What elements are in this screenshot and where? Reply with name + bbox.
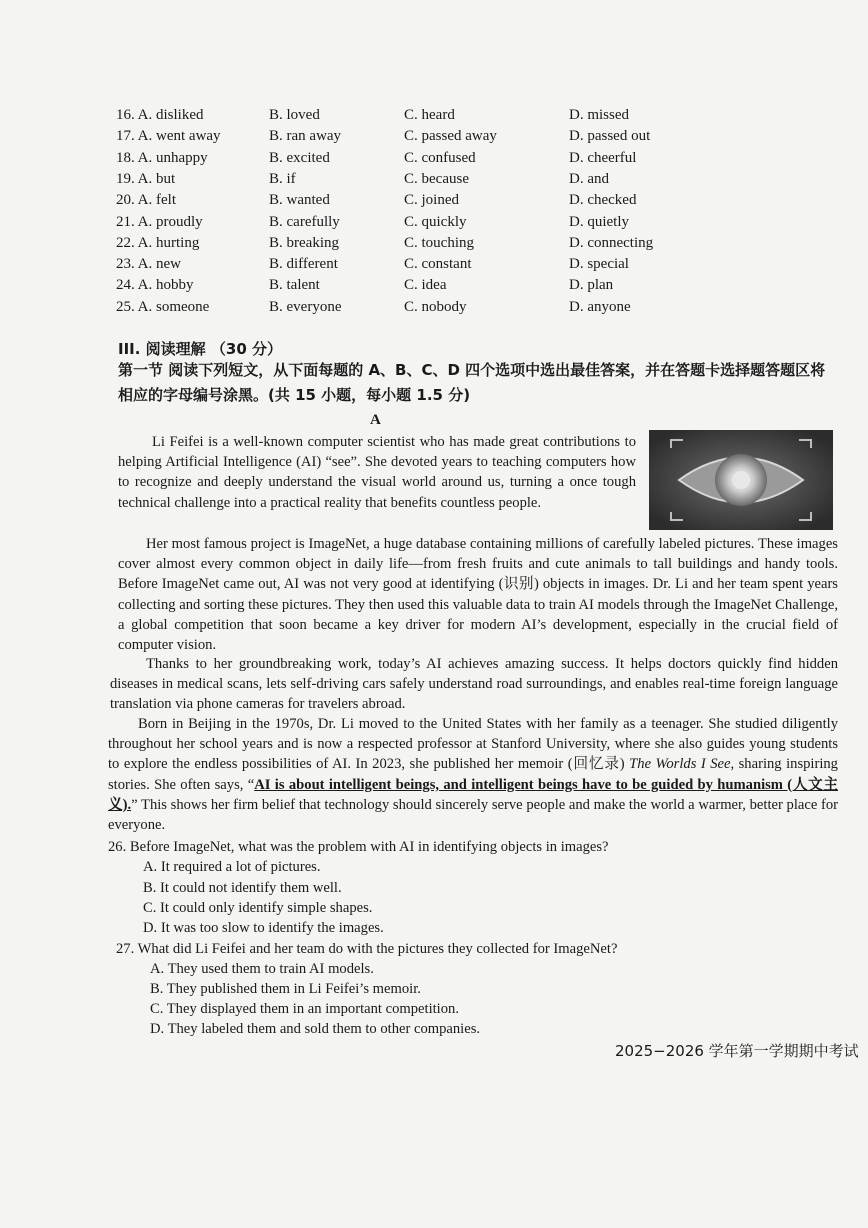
option-cell: B. ran away <box>269 128 342 145</box>
option-cell: B. breaking <box>269 234 339 251</box>
option-cell: 22. A. hurting <box>116 234 200 251</box>
paragraph-4-text-b: , sharing inspiring stories. She often says, “ <box>108 756 838 793</box>
option-cell: 20. A. felt <box>116 192 176 209</box>
passage-paragraph-3: Thanks to her groundbreaking work, today’s AI achieves amazing success. It helps doctors quickly find hidden diseases in medical scans, lets self-driving cars safely understand road surroundings, and enables real-time foreign language translation via phone cameras for travelers abroad. <box>110 656 838 713</box>
option-cell: D. plan <box>569 277 614 294</box>
passage-paragraph-4 <box>108 714 838 835</box>
option-cell: C. joined <box>404 192 459 209</box>
option-cell: 24. A. hobby <box>116 277 194 294</box>
option-cell: 23. A. new <box>116 256 181 273</box>
option-cell: B. everyone <box>269 298 342 315</box>
option-cell: D. checked <box>569 192 637 209</box>
question-26-choice-d: D. It was too slow to identify the images. <box>143 920 384 936</box>
section-instruction: 第一节 阅读下列短文，从下面每题的 A、B、C、D 四个选项中选出最佳答案，并在答题卡选择题答题区将相应的字母编号涂黑。(共 15 小题，每小题 1.5 分) <box>118 361 826 404</box>
option-cell: C. confused <box>404 149 476 166</box>
question-27-choice-d: D. They labeled them and sold them to other companies. <box>150 1021 481 1037</box>
question-26-choice-a: A. It required a lot of pictures. <box>143 859 321 875</box>
eye-illustration <box>649 430 833 530</box>
question-26-stem: 26. Before ImageNet, what was the problem with AI in identifying objects in images? <box>108 839 609 855</box>
option-cell: C. passed away <box>404 128 497 145</box>
paragraph-4-text-c: ” This shows her firm belief that technology should sincerely serve people and make the world a warmer, better place for everyone. <box>108 796 838 834</box>
passage-paragraph-2: Her most famous project is ImageNet, a huge database containing millions of carefully labeled pictures. These images cover almost every common object in daily life—from fresh fruits and cute animals to tall buildings and handy tools. Before ImageNet came out, AI was not very good at identifying (识别) objects in images. Dr. Li and her team spent years collecting and sorting these pictures. They then used this valuable data to train AI models through the ImageNet Challenge, a global competition that soon became a key driver for modern AI’s development, especially in the crucial field of computer vision. <box>118 536 838 654</box>
question-27-choice-a: A. They used them to train AI models. <box>150 961 374 977</box>
option-cell: C. idea <box>404 277 447 294</box>
highlighted-quote: AI is about intelligent beings, and intelligent beings have to be guided by humanism (人文主义). <box>108 776 838 813</box>
option-cell: D. and <box>569 170 609 187</box>
option-cell: 17. A. went away <box>116 128 221 145</box>
option-cell: D. passed out <box>569 128 651 145</box>
section-title: III. 阅读理解 （30 分） <box>118 340 282 358</box>
option-cell: B. loved <box>269 107 320 123</box>
question-26-choice-b: B. It could not identify them well. <box>143 880 342 896</box>
option-cell: C. constant <box>404 256 472 273</box>
option-cell: B. wanted <box>269 192 330 209</box>
option-cell: 25. A. someone <box>116 298 210 315</box>
option-cell: D. cheerful <box>569 149 637 166</box>
passage-paragraph-1: Li Feifei is a well-known computer scientist who has made great contributions to helping Artificial Intelligence (AI) “see”. She devoted years to teaching computers how to recognize and deeply understand the visual world around us, turning a once tough technical challenge into a practical reality that benefits countless people. <box>118 434 636 511</box>
option-cell: 21. A. proudly <box>116 213 203 230</box>
option-cell: D. special <box>569 256 629 273</box>
paragraph-4-text-a: Born in Beijing in the 1970s, Dr. Li moved to the United States with her family as a teenager. She studied diligently throughout her school years and is now a respected professor at Stanford University, where she also guides young students to explore the endless possibilities of AI. In 2023, she published her memoir (回忆录) <box>108 716 838 773</box>
option-cell: C. heard <box>404 107 455 123</box>
question-27-choice-b: B. They published them in Li Feifei’s memoir. <box>150 981 421 997</box>
exam-footer: 2025−2026 学年第一学期期中考试 <box>615 1042 859 1060</box>
option-cell: B. if <box>269 170 296 187</box>
option-cell: B. talent <box>269 277 320 294</box>
option-cell: D. connecting <box>569 234 654 251</box>
option-cell: D. missed <box>569 107 629 123</box>
eye-icon <box>649 430 833 530</box>
option-cell: B. carefully <box>269 213 340 230</box>
passage-letter: A <box>370 412 381 428</box>
option-cell: C. quickly <box>404 213 467 230</box>
option-cell: D. anyone <box>569 298 631 315</box>
option-cell: B. different <box>269 256 338 273</box>
option-cell: 18. A. unhappy <box>116 149 208 166</box>
option-cell: C. nobody <box>404 298 467 315</box>
question-27-stem: 27. What did Li Feifei and her team do with the pictures they collected for ImageNet? <box>116 941 618 957</box>
book-title: The Worlds I See <box>629 756 731 773</box>
option-cell: 16. A. disliked <box>116 107 204 123</box>
option-cell: B. excited <box>269 149 330 166</box>
question-26-choice-c: C. It could only identify simple shapes. <box>143 900 373 916</box>
option-cell: C. touching <box>404 234 474 251</box>
option-cell: 19. A. but <box>116 170 176 187</box>
option-cell: C. because <box>404 170 469 187</box>
question-27-choice-c: C. They displayed them in an important competition. <box>150 1001 459 1017</box>
option-cell: D. quietly <box>569 213 629 230</box>
